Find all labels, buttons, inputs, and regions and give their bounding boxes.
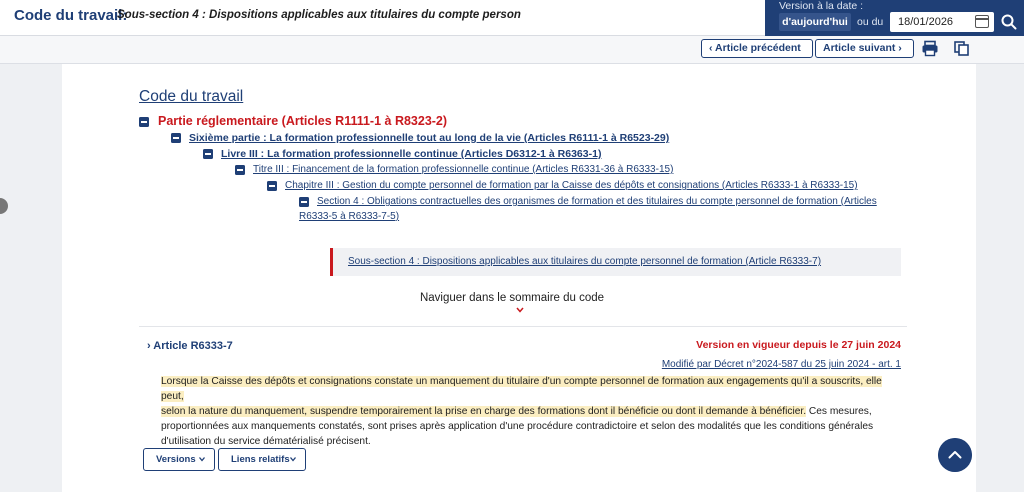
version-label: Version à la date : [779, 0, 864, 12]
version-date-panel [765, 0, 1024, 36]
collapse-icon[interactable] [203, 149, 213, 159]
copy-icon[interactable] [953, 40, 971, 57]
toc-sixieme-partie[interactable]: Sixième partie : La formation professionnelle tout au long de la vie (Articles R6111-1 à R6523-29) [189, 132, 670, 144]
related-links-label: Liens relatifs [231, 454, 290, 465]
toc-titre[interactable]: Titre III : Financement de la formation professionnelle continue (Articles R6331-36 à R6333-15) [253, 164, 674, 175]
or-label: ou du [857, 16, 884, 28]
toc-section-line1[interactable]: Section 4 : Obligations contractuelles des organismes de formation et des titulaires du compte personnel de formation (Articles [317, 196, 877, 207]
collapse-icon[interactable] [171, 133, 181, 143]
chevron-down-icon[interactable] [516, 306, 524, 314]
scroll-to-top-button[interactable] [938, 438, 972, 472]
toc-partie[interactable]: Partie réglementaire (Articles R1111-1 à R8323-2) [158, 114, 448, 128]
related-links-dropdown[interactable] [218, 448, 306, 471]
navigate-toc-label[interactable]: Naviguer dans le sommaire du code [419, 292, 605, 304]
code-heading-link[interactable]: Code du travail [139, 88, 244, 105]
calendar-icon[interactable] [975, 15, 989, 28]
current-sous-section [330, 248, 901, 276]
highlighted-text: Lorsque la Caisse des dépôts et consignations constate un manquement du titulaire d'un compte personnel de formation aux engagements qu'il a souscrits, elle peut, [161, 376, 882, 402]
collapse-icon[interactable] [267, 181, 277, 191]
toc-section-line2[interactable]: R6333-5 à R6333-7-5) [299, 211, 400, 222]
chevron-down-icon [290, 456, 296, 462]
toc-chapitre[interactable]: Chapitre III : Gestion du compte personnel de formation par la Caisse des dépôts et consignations (Articles R6333-1 à R6333-15) [285, 180, 858, 191]
side-handle[interactable] [0, 198, 8, 214]
article-title[interactable]: › Article R6333-7 [147, 340, 233, 352]
search-icon[interactable] [999, 12, 1019, 32]
print-icon[interactable] [921, 40, 939, 57]
article-body [161, 374, 901, 449]
chevron-down-icon [199, 456, 205, 462]
previous-article-button[interactable]: ‹ Article précédent [701, 39, 813, 58]
version-status: Version en vigueur depuis le 27 juin 2024 [696, 339, 901, 351]
collapse-icon[interactable] [139, 117, 149, 127]
highlighted-text: selon la nature du manquement, suspendre temporairement la prise en charge des formations dont il bénéficie ou dont il demande à bénéficier. [161, 406, 807, 417]
section-subtitle: Sous-section 4 : Dispositions applicables aux titulaires du compte person [117, 9, 521, 21]
collapse-icon[interactable] [235, 165, 245, 175]
next-article-button[interactable]: Article suivant › [815, 39, 914, 58]
versions-dropdown[interactable] [143, 448, 215, 471]
article-text-rest: Ces mesures, proportionnées aux manquements constatés, sont prises après application d'une procédure contradictoire et selon des modalités que les conditions générales d'utilisation du service dématérialisé précisent. [161, 406, 874, 447]
code-title[interactable]: Code du travail: [14, 7, 128, 24]
collapse-icon[interactable] [299, 197, 309, 207]
modified-by-link[interactable]: Modifié par Décret n°2024-587 du 25 juin 2024 - art. 1 [661, 359, 901, 370]
divider [139, 326, 907, 327]
toc-livre[interactable]: Livre III : La formation professionnelle continue (Articles D6312-1 à R6363-1) [221, 148, 602, 160]
article-nav-bar [0, 36, 1024, 64]
versions-label: Versions [156, 454, 196, 465]
sous-section-link[interactable]: Sous-section 4 : Dispositions applicables aux titulaires du compte personnel de formation (Article R6333-7) [348, 256, 822, 267]
today-button[interactable]: d'aujourd'hui [779, 13, 851, 31]
